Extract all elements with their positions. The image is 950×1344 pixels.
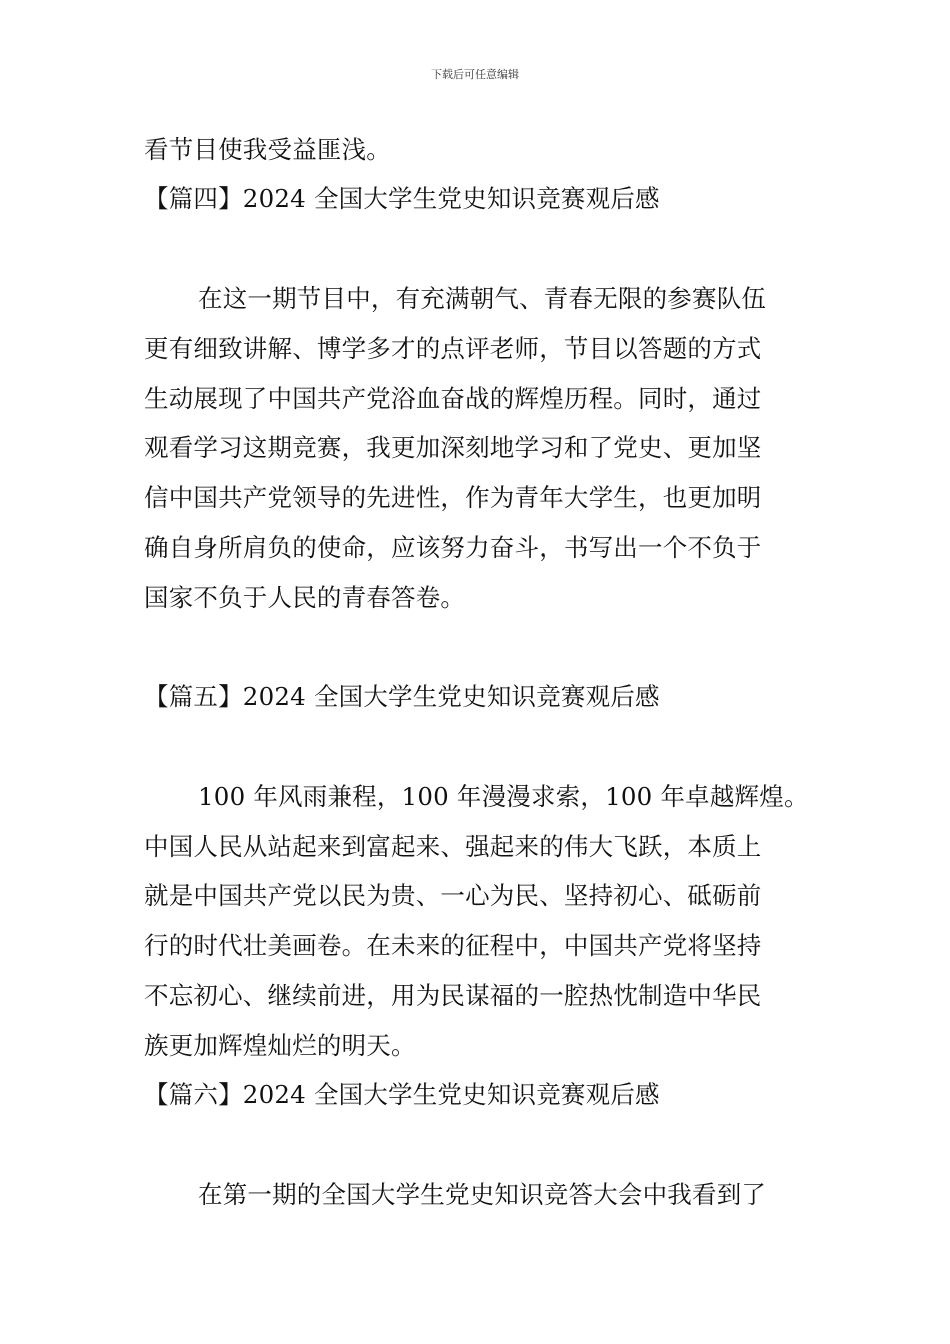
- paragraph-line: 中国人民从站起来到富起来、强起来的伟大飞跃，本质上: [144, 832, 762, 861]
- paragraph-line: 100 年风雨兼程，100 年漫漫求索，100 年卓越辉煌。: [198, 782, 809, 811]
- paragraph-line: 更有细致讲解、博学多才的点评老师，节目以答题的方式: [144, 334, 762, 363]
- paragraph-line: 行的时代壮美画卷。在未来的征程中，中国共产党将坚持: [144, 931, 762, 960]
- section-heading-5: 【篇五】2024 全国大学生党史知识竞赛观后感: [144, 682, 660, 711]
- paragraph-line: 国家不负于人民的青春答卷。: [144, 583, 466, 612]
- paragraph-line: 看节目使我受益匪浅。: [144, 135, 391, 164]
- paragraph-line: 族更加辉煌灿烂的明天。: [144, 1031, 416, 1060]
- page-header-note: 下载后可任意编辑: [431, 68, 519, 81]
- paragraph-line: 确自身所肩负的使命，应该努力奋斗，书写出一个不负于: [144, 533, 762, 562]
- paragraph-line: 在第一期的全国大学生党史知识竞答大会中我看到了: [198, 1180, 767, 1209]
- paragraph-line: 在这一期节目中，有充满朝气、青春无限的参赛队伍: [198, 284, 767, 313]
- section-heading-6: 【篇六】2024 全国大学生党史知识竞赛观后感: [144, 1080, 660, 1109]
- section-heading-4: 【篇四】2024 全国大学生党史知识竞赛观后感: [144, 184, 660, 213]
- paragraph-line: 信中国共产党领导的先进性，作为青年大学生，也更加明: [144, 483, 762, 512]
- paragraph-line: 生动展现了中国共产党浴血奋战的辉煌历程。同时，通过: [144, 384, 762, 413]
- paragraph-line: 观看学习这期竞赛，我更加深刻地学习和了党史、更加坚: [144, 433, 762, 462]
- paragraph-line: 不忘初心、继续前进，用为民谋福的一腔热忱制造中华民: [144, 981, 762, 1010]
- paragraph-line: 就是中国共产党以民为贵、一心为民、坚持初心、砥砺前: [144, 881, 762, 910]
